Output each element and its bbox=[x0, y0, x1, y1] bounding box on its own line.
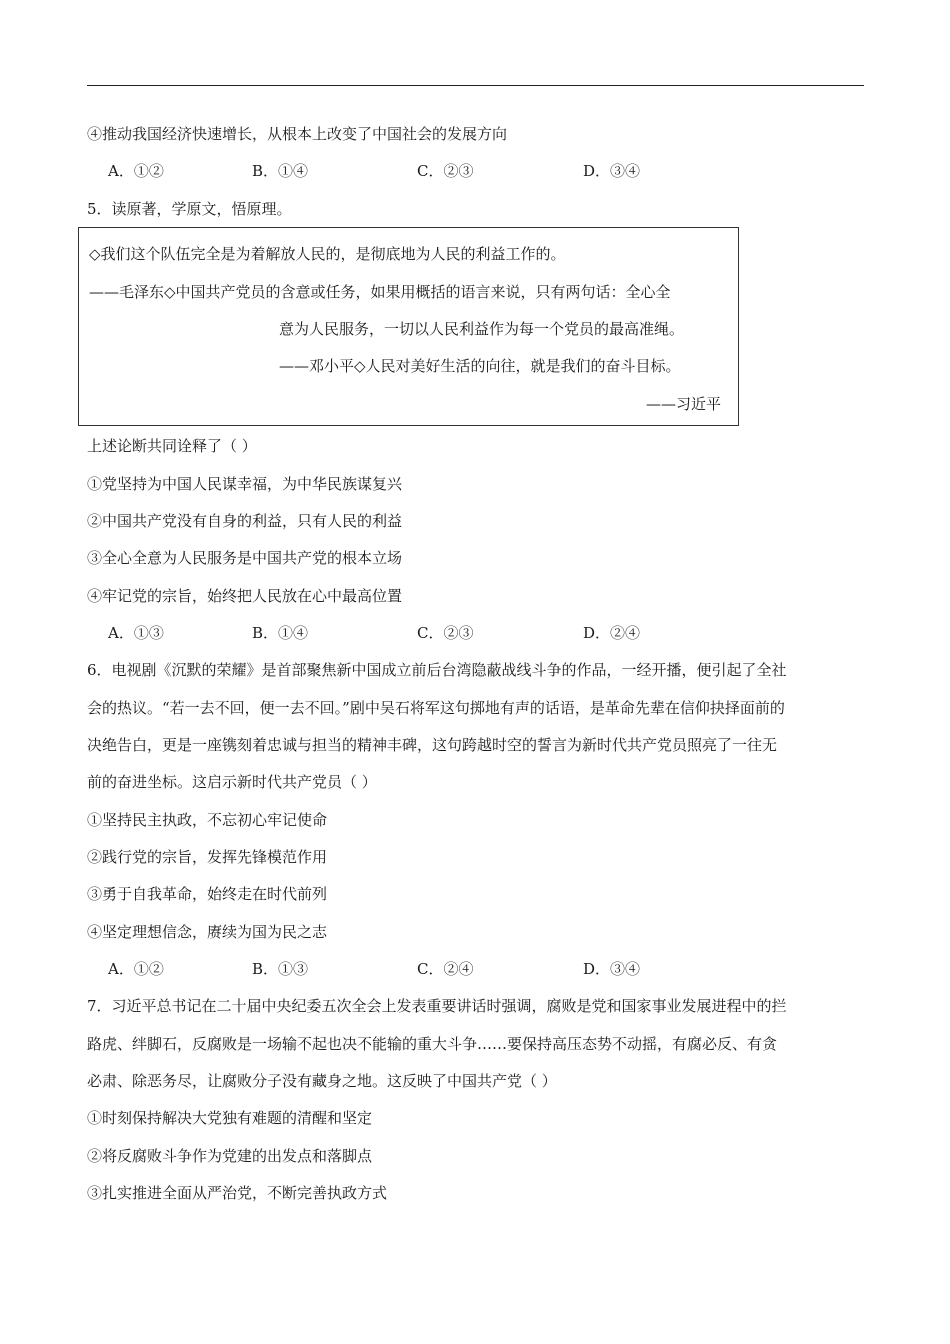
q5-item-2: ②中国共产党没有自身的利益，只有人民的利益 bbox=[87, 512, 403, 530]
quote-line-5: ——习近平 bbox=[646, 395, 722, 413]
q4-option-d[interactable]: D．③④ bbox=[583, 162, 641, 180]
q6-option-d[interactable]: D．③④ bbox=[583, 960, 641, 978]
quote-line-1: ◇我们这个队伍完全是为着解放人民的，是彻底地为人民的利益工作的。 bbox=[89, 245, 566, 263]
q5-item-1: ①党坚持为中国人民谋幸福，为中华民族谋复兴 bbox=[87, 475, 403, 493]
quote-line-2: ——毛泽东◇中国共产党员的含意或任务，如果用概括的语言来说，只有两句话：全心全 bbox=[89, 283, 671, 301]
q6-stem-line-2: 会的热议。“若一去不回，便一去不回。”剧中吴石将军这句掷地有声的话语，是革命先辈在信仰抉择面前的 bbox=[87, 699, 785, 717]
q6-option-b[interactable]: B．①③ bbox=[252, 960, 309, 978]
header-rule bbox=[87, 85, 864, 86]
q6-option-c[interactable]: C．②④ bbox=[417, 960, 474, 978]
q7-item-2: ②将反腐败斗争作为党建的出发点和落脚点 bbox=[87, 1147, 373, 1165]
q5-item-3: ③全心全意为人民服务是中国共产党的根本立场 bbox=[87, 549, 403, 567]
q6-item-1: ①坚持民主执政，不忘初心牢记使命 bbox=[87, 811, 328, 829]
q4-option-c[interactable]: C．②③ bbox=[417, 162, 474, 180]
q5-option-c[interactable]: C．②③ bbox=[417, 624, 474, 642]
q6-item-3: ③勇于自我革命，始终走在时代前列 bbox=[87, 885, 328, 903]
q4-item-4: ④推动我国经济快速增长，从根本上改变了中国社会的发展方向 bbox=[87, 125, 508, 143]
q5-option-b[interactable]: B．①④ bbox=[252, 624, 309, 642]
q7-item-3: ③扎实推进全面从严治党，不断完善执政方式 bbox=[87, 1184, 388, 1202]
quote-line-3: 意为人民服务，一切以人民利益作为每一个党员的最高准绳。 bbox=[279, 320, 685, 338]
q7-stem-line-3: 必肃、除恶务尽，让腐败分子没有藏身之地。这反映了中国共产党（ ） bbox=[87, 1072, 557, 1090]
q6-item-2: ②践行党的宗旨，发挥先锋模范作用 bbox=[87, 848, 328, 866]
q7-stem-line-1: 7．习近平总书记在二十届中央纪委五次全会上发表重要讲话时强调，腐败是党和国家事业发展进程中的拦 bbox=[87, 997, 787, 1015]
q5-option-a[interactable]: A．①③ bbox=[108, 624, 164, 642]
q6-stem-line-1: 6．电视剧《沉默的荣耀》是首部聚焦新中国成立前后台湾隐蔽战线斗争的作品，一经开播，便引起了全社 bbox=[87, 661, 787, 679]
q5-stem: 5．读原著，学原文，悟原理。 bbox=[87, 200, 292, 218]
quote-line-4: ——邓小平◇人民对美好生活的向往，就是我们的奋斗目标。 bbox=[279, 357, 681, 375]
q6-option-a[interactable]: A．①② bbox=[108, 960, 164, 978]
quote-box bbox=[78, 227, 739, 426]
q6-item-4: ④坚定理想信念，赓续为国为民之志 bbox=[87, 923, 328, 941]
q4-option-a[interactable]: A．①② bbox=[108, 162, 164, 180]
q5-option-d[interactable]: D．②④ bbox=[583, 624, 641, 642]
q5-item-4: ④牢记党的宗旨，始终把人民放在心中最高位置 bbox=[87, 587, 403, 605]
q6-stem-line-3: 决绝告白，更是一座镌刻着忠诚与担当的精神丰碑，这句跨越时空的誓言为新时代共产党员照亮了一往无 bbox=[87, 736, 778, 754]
q7-stem-line-2: 路虎、绊脚石，反腐败是一场输不起也决不能输的重大斗争……要保持高压态势不动摇，有腐必反、有贪 bbox=[87, 1035, 778, 1053]
q5-question: 上述论断共同诠释了（ ） bbox=[87, 437, 257, 455]
q7-item-1: ①时刻保持解决大党独有难题的清醒和坚定 bbox=[87, 1109, 373, 1127]
q6-stem-line-4: 前的奋进坐标。这启示新时代共产党员（ ） bbox=[87, 773, 377, 791]
q4-option-b[interactable]: B．①④ bbox=[252, 162, 309, 180]
